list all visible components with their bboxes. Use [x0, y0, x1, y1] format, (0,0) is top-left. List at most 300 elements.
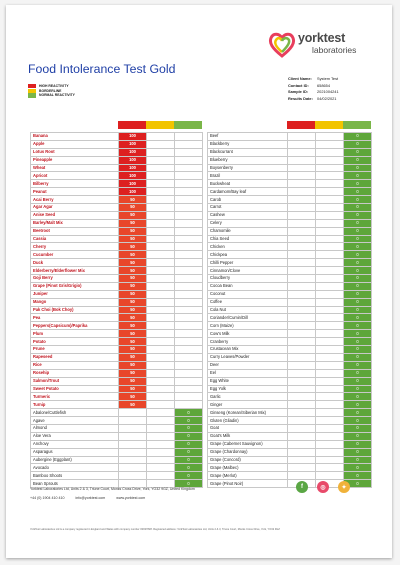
empty-cell	[175, 148, 203, 156]
food-name: Beetroot	[31, 227, 119, 235]
empty-cell	[288, 235, 316, 243]
score-cell: 50	[119, 330, 147, 338]
empty-cell	[316, 409, 344, 417]
empty-cell	[316, 314, 344, 322]
empty-cell	[175, 369, 203, 377]
score-cell: 0	[344, 275, 372, 283]
empty-cell	[119, 448, 147, 456]
phone-text: +44 (0) 1904 410 410	[30, 496, 65, 500]
empty-cell	[119, 464, 147, 472]
empty-cell	[175, 140, 203, 148]
food-name: Garlic	[208, 393, 288, 401]
header-borderline	[146, 121, 174, 129]
food-name: Agave	[31, 417, 119, 425]
score-cell: 0	[344, 456, 372, 464]
score-cell: 50	[119, 227, 147, 235]
score-cell: 50	[119, 211, 147, 219]
result-row	[208, 148, 372, 156]
result-row	[31, 401, 203, 409]
score-cell: 0	[175, 440, 203, 448]
score-cell: 0	[344, 290, 372, 298]
empty-cell	[316, 227, 344, 235]
empty-cell	[175, 251, 203, 259]
empty-cell	[147, 259, 175, 267]
empty-cell	[288, 472, 316, 480]
empty-cell	[316, 290, 344, 298]
empty-cell	[288, 393, 316, 401]
score-cell: 0	[344, 235, 372, 243]
score-cell: 50	[119, 204, 147, 212]
score-cell: 50	[119, 361, 147, 369]
empty-cell	[147, 172, 175, 180]
result-row	[31, 417, 203, 425]
twitter-icon[interactable]: ✦	[338, 481, 350, 493]
empty-cell	[288, 440, 316, 448]
food-name: Agar Agar	[31, 204, 119, 212]
food-name: Buckwheat	[208, 180, 288, 188]
score-cell: 0	[344, 314, 372, 322]
score-cell: 0	[344, 282, 372, 290]
result-row	[208, 432, 372, 440]
result-row	[31, 275, 203, 283]
food-name: Bamboo Shoots	[31, 472, 119, 480]
score-cell: 50	[119, 314, 147, 322]
result-row	[208, 235, 372, 243]
empty-cell	[147, 417, 175, 425]
info-key: Sample ID:	[288, 89, 309, 95]
score-cell: 0	[344, 353, 372, 361]
empty-cell	[288, 267, 316, 275]
score-cell: 0	[175, 409, 203, 417]
food-name: Rosehip	[31, 369, 119, 377]
result-row	[31, 204, 203, 212]
food-name: Curry Leaves/Powder	[208, 353, 288, 361]
empty-cell	[316, 251, 344, 259]
instagram-icon[interactable]: ◎	[317, 481, 329, 493]
empty-cell	[316, 282, 344, 290]
info-key: Results Date:	[288, 96, 313, 102]
header-normal	[174, 121, 202, 129]
result-row	[31, 156, 203, 164]
food-name: Barley/Malt Mix	[31, 219, 119, 227]
score-cell: 50	[119, 369, 147, 377]
empty-cell	[147, 472, 175, 480]
empty-cell	[316, 188, 344, 196]
food-name: Potato	[31, 338, 119, 346]
result-row	[31, 243, 203, 251]
empty-cell	[288, 322, 316, 330]
score-cell: 100	[119, 180, 147, 188]
empty-cell	[288, 361, 316, 369]
score-cell: 0	[344, 448, 372, 456]
empty-cell	[316, 172, 344, 180]
empty-cell	[147, 290, 175, 298]
score-cell: 0	[175, 432, 203, 440]
empty-cell	[316, 346, 344, 354]
result-row	[208, 267, 372, 275]
score-cell: 0	[344, 180, 372, 188]
food-name: Grape (Malbec)	[208, 464, 288, 472]
food-name: Avocado	[31, 464, 119, 472]
empty-cell	[147, 369, 175, 377]
empty-cell	[288, 156, 316, 164]
food-name: Boysenberry	[208, 164, 288, 172]
empty-cell	[147, 322, 175, 330]
footer-legal: YorkTest Laboratories Ltd is a company registered in England and Wales with company number 03937828. Registered address: YorkTest Laboratories Ltd, Units 2 & 3, Triune Court, Monks Cross Drive, York, YO32 9GZ	[30, 528, 280, 531]
food-name: Goat's Milk	[208, 432, 288, 440]
legend-label: HIGH REACTIVITY	[39, 84, 69, 89]
empty-cell	[147, 338, 175, 346]
logo-subtitle: laboratories	[312, 45, 357, 55]
result-row	[208, 180, 372, 188]
score-cell: 0	[344, 164, 372, 172]
header-high	[118, 121, 146, 129]
empty-cell	[175, 306, 203, 314]
food-name: Goji Berry	[31, 275, 119, 283]
empty-cell	[147, 401, 175, 409]
score-cell: 0	[344, 480, 372, 488]
food-name: Chickpea	[208, 251, 288, 259]
score-cell: 0	[344, 148, 372, 156]
food-name: Juniper	[31, 290, 119, 298]
result-row	[208, 196, 372, 204]
food-name: Ginger	[208, 401, 288, 409]
empty-cell	[288, 290, 316, 298]
empty-cell	[147, 243, 175, 251]
score-cell: 0	[175, 417, 203, 425]
empty-cell	[119, 440, 147, 448]
food-name: Egg Yolk	[208, 385, 288, 393]
food-name: Grape (Pinot Gris/Grigio)	[31, 282, 119, 290]
empty-cell	[288, 164, 316, 172]
legend-label: BORDERLINE	[39, 88, 62, 93]
food-name: Deer	[208, 361, 288, 369]
score-cell: 50	[119, 346, 147, 354]
empty-cell	[288, 140, 316, 148]
food-name: Pineapple	[31, 156, 119, 164]
result-row	[208, 243, 372, 251]
score-cell: 0	[344, 330, 372, 338]
empty-cell	[288, 188, 316, 196]
empty-cell	[288, 148, 316, 156]
result-row	[31, 251, 203, 259]
empty-cell	[119, 424, 147, 432]
heart-logo-icon	[268, 32, 296, 58]
score-cell: 50	[119, 338, 147, 346]
empty-cell	[316, 353, 344, 361]
score-cell: 0	[344, 227, 372, 235]
food-name: Anchovy	[31, 440, 119, 448]
score-cell: 0	[344, 188, 372, 196]
food-name: Gluten (Gliadin)	[208, 417, 288, 425]
empty-cell	[175, 290, 203, 298]
legend-item	[28, 93, 75, 98]
empty-cell	[175, 346, 203, 354]
empty-cell	[175, 393, 203, 401]
empty-cell	[147, 377, 175, 385]
food-name: Cucumber	[31, 251, 119, 259]
empty-cell	[288, 196, 316, 204]
empty-cell	[147, 267, 175, 275]
empty-cell	[316, 472, 344, 480]
empty-cell	[316, 148, 344, 156]
empty-cell	[288, 346, 316, 354]
score-cell: 0	[344, 361, 372, 369]
empty-cell	[316, 133, 344, 141]
food-name: Wheat	[31, 164, 119, 172]
reactivity-legend	[28, 84, 75, 98]
empty-cell	[288, 409, 316, 417]
empty-cell	[147, 282, 175, 290]
result-row	[31, 140, 203, 148]
empty-cell	[288, 338, 316, 346]
result-row	[31, 314, 203, 322]
score-cell: 0	[344, 243, 372, 251]
empty-cell	[316, 235, 344, 243]
result-row	[208, 219, 372, 227]
empty-cell	[288, 353, 316, 361]
empty-cell	[175, 219, 203, 227]
empty-cell	[147, 196, 175, 204]
food-name: Acai Berry	[31, 196, 119, 204]
empty-cell	[288, 448, 316, 456]
empty-cell	[316, 448, 344, 456]
empty-cell	[147, 306, 175, 314]
empty-cell	[316, 243, 344, 251]
food-name: Aloe Vera	[31, 432, 119, 440]
score-cell: 0	[175, 456, 203, 464]
food-name: Blackcurrant	[208, 148, 288, 156]
food-name: Bilberry	[31, 180, 119, 188]
score-cell: 0	[344, 196, 372, 204]
result-row	[208, 409, 372, 417]
food-name: Cocoa Bean	[208, 282, 288, 290]
result-row	[208, 227, 372, 235]
empty-cell	[316, 211, 344, 219]
food-name: Blueberry	[208, 156, 288, 164]
food-name: Beef	[208, 133, 288, 141]
food-name: Chicken	[208, 243, 288, 251]
info-key: Contact ID:	[288, 82, 309, 88]
results-table-right	[207, 132, 372, 488]
left-column-header	[118, 121, 202, 129]
empty-cell	[147, 346, 175, 354]
food-name: Grape (Pinot Noir)	[208, 480, 288, 488]
result-row	[31, 424, 203, 432]
score-cell: 0	[344, 417, 372, 425]
info-row	[288, 89, 339, 96]
result-row	[31, 464, 203, 472]
result-row	[208, 456, 372, 464]
result-row	[208, 385, 372, 393]
food-name: Pea	[31, 314, 119, 322]
score-cell: 50	[119, 290, 147, 298]
score-cell: 50	[119, 251, 147, 259]
result-row	[31, 369, 203, 377]
food-name: Carob	[208, 196, 288, 204]
result-row	[31, 259, 203, 267]
score-cell: 0	[344, 298, 372, 306]
empty-cell	[147, 456, 175, 464]
food-name: Grape (Merlot)	[208, 472, 288, 480]
empty-cell	[288, 456, 316, 464]
result-row	[31, 298, 203, 306]
score-cell: 50	[119, 322, 147, 330]
result-row	[208, 353, 372, 361]
right-column-header	[287, 121, 371, 129]
result-row	[31, 361, 203, 369]
empty-cell	[316, 306, 344, 314]
header-borderline	[315, 121, 343, 129]
result-row	[208, 417, 372, 425]
score-cell: 0	[344, 259, 372, 267]
result-row	[208, 251, 372, 259]
legend-label: NORMAL REACTIVITY	[39, 93, 75, 98]
empty-cell	[175, 259, 203, 267]
empty-cell	[316, 361, 344, 369]
score-cell: 100	[119, 164, 147, 172]
result-row	[31, 338, 203, 346]
empty-cell	[175, 243, 203, 251]
empty-cell	[175, 282, 203, 290]
empty-cell	[147, 409, 175, 417]
empty-cell	[288, 275, 316, 283]
empty-cell	[316, 385, 344, 393]
empty-cell	[147, 361, 175, 369]
empty-cell	[316, 424, 344, 432]
food-name: Chamomile	[208, 227, 288, 235]
food-name: Goat	[208, 424, 288, 432]
empty-cell	[175, 377, 203, 385]
food-name: Sweet Potato	[31, 385, 119, 393]
empty-cell	[288, 204, 316, 212]
food-name: Rapeseed	[31, 353, 119, 361]
score-cell: 0	[344, 306, 372, 314]
score-cell: 0	[344, 472, 372, 480]
score-cell: 0	[344, 424, 372, 432]
empty-cell	[175, 275, 203, 283]
contact-id-value: 658654	[317, 82, 330, 88]
food-name: Aubergine (Eggplant)	[31, 456, 119, 464]
food-name: Elderberry/Elderflower Mix	[31, 267, 119, 275]
empty-cell	[175, 401, 203, 409]
score-cell: 100	[119, 133, 147, 141]
result-row	[208, 211, 372, 219]
empty-cell	[175, 298, 203, 306]
empty-cell	[147, 432, 175, 440]
result-row	[31, 456, 203, 464]
result-row	[31, 322, 203, 330]
footer-contact	[30, 496, 155, 500]
results-date-value: 04/02/2021	[317, 96, 337, 102]
empty-cell	[288, 464, 316, 472]
score-cell: 0	[344, 385, 372, 393]
food-name: Almond	[31, 424, 119, 432]
result-row	[208, 393, 372, 401]
food-name: Celery	[208, 219, 288, 227]
food-name: Prune	[31, 346, 119, 354]
result-row	[31, 133, 203, 141]
facebook-icon[interactable]: f	[296, 481, 308, 493]
empty-cell	[147, 275, 175, 283]
empty-cell	[147, 211, 175, 219]
score-cell: 0	[344, 251, 372, 259]
empty-cell	[175, 211, 203, 219]
score-cell: 0	[175, 424, 203, 432]
sample-id-value: 2021004241	[317, 89, 339, 95]
empty-cell	[316, 164, 344, 172]
empty-cell	[147, 235, 175, 243]
empty-cell	[175, 188, 203, 196]
score-cell: 0	[175, 464, 203, 472]
score-cell: 0	[344, 140, 372, 148]
food-name: Corn (Maize)	[208, 322, 288, 330]
info-row	[288, 75, 339, 82]
empty-cell	[288, 432, 316, 440]
score-cell: 0	[344, 156, 372, 164]
empty-cell	[147, 353, 175, 361]
empty-cell	[147, 133, 175, 141]
empty-cell	[316, 322, 344, 330]
food-name: Asparagus	[31, 448, 119, 456]
result-row	[31, 219, 203, 227]
empty-cell	[316, 432, 344, 440]
result-row	[208, 377, 372, 385]
empty-cell	[175, 353, 203, 361]
food-name: Cinnamon/Clove	[208, 267, 288, 275]
empty-cell	[316, 204, 344, 212]
footer-address: Yorktest Laboratories Ltd, Units 2 & 3, Triune Court, Monks Cross Drive, York, YO32 9GZ, United Kingdom	[30, 487, 195, 491]
result-row	[208, 133, 372, 141]
food-name: Rice	[31, 361, 119, 369]
header-normal	[343, 121, 371, 129]
empty-cell	[175, 314, 203, 322]
empty-cell	[147, 464, 175, 472]
empty-cell	[316, 259, 344, 267]
food-name: Cranberry	[208, 338, 288, 346]
info-key: Client Name:	[288, 75, 312, 81]
score-cell: 0	[344, 338, 372, 346]
result-row	[31, 330, 203, 338]
food-name: Cassia	[31, 235, 119, 243]
empty-cell	[288, 211, 316, 219]
score-cell: 0	[344, 267, 372, 275]
report-page	[6, 5, 392, 558]
result-row	[208, 424, 372, 432]
empty-cell	[147, 251, 175, 259]
legend-swatch-normal	[28, 93, 36, 97]
empty-cell	[288, 251, 316, 259]
logo-brand: yorktest	[298, 31, 346, 45]
food-name: Ginseng (Korean/Siberian Mix)	[208, 409, 288, 417]
score-cell: 100	[119, 148, 147, 156]
food-name: Coffee	[208, 298, 288, 306]
food-name: Cherry	[31, 243, 119, 251]
empty-cell	[288, 133, 316, 141]
page-footer	[6, 480, 392, 558]
empty-cell	[288, 282, 316, 290]
result-row	[208, 472, 372, 480]
result-row	[31, 235, 203, 243]
score-cell: 50	[119, 377, 147, 385]
score-cell: 50	[119, 259, 147, 267]
result-row	[208, 259, 372, 267]
empty-cell	[175, 204, 203, 212]
legend-swatch-high	[28, 84, 36, 88]
food-name: Anise Seed	[31, 211, 119, 219]
food-name: Turmeric	[31, 393, 119, 401]
empty-cell	[175, 172, 203, 180]
